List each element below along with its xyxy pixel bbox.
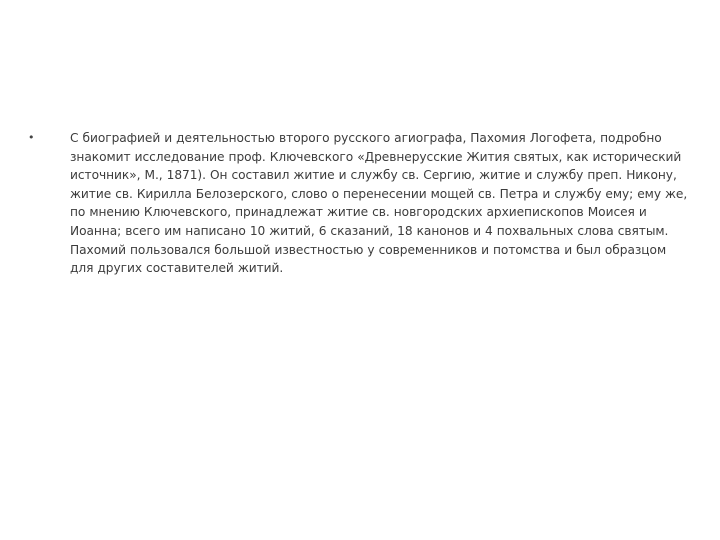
paragraph-text: С биографией и деятельностью второго русского агиографа, Пахомия Логофета, подробно знакомит исследование проф. Ключевского «Древнерусские Жития святых, как исторический источник», М., 1871). Он составил житие и службу св. Сергию, житие и службу преп. Никону, житие св. Кирилла Белозерского, слово о перенесении мощей св. Петра и службу ему; ему же, по мнению Ключевского, принадлежат житие св. новгородских архиепископов Моисея и Иоанна; всего им написано 10 житий, 6 сказаний, 18 канонов и 4 похвальных слова святым. Пахомий пользовался большой известностью у современников и потомства и был образцом для других составителей житий. (70, 131, 688, 276)
bullet-marker: • (28, 131, 35, 144)
bullet-list (28, 129, 688, 278)
list-item (28, 129, 688, 278)
